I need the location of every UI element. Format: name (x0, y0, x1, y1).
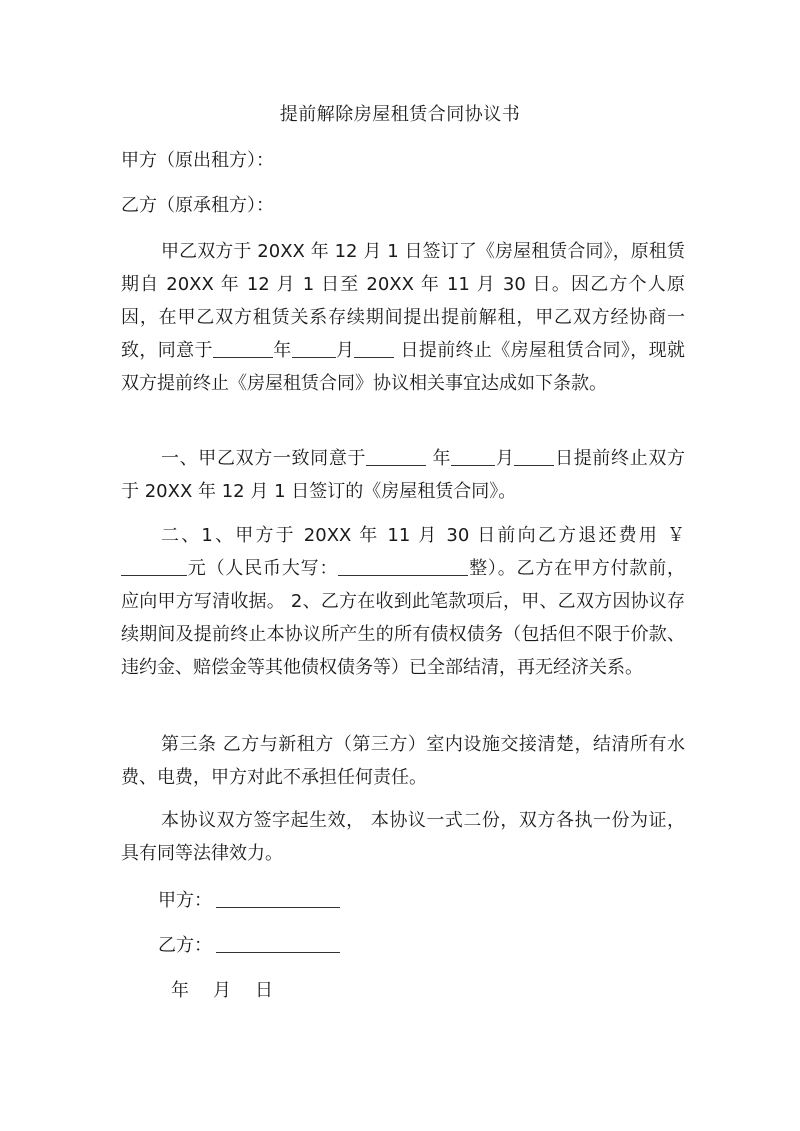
party-a-header: 甲方（原出租方）： (121, 150, 274, 171)
paragraph-clause-one (121, 442, 685, 508)
amount-in-words-blank[interactable] (338, 555, 468, 576)
paragraph-text: 甲乙双方于 20XX 年 12 月 1 日签订了《房屋租赁合同》，原租赁期自 20XX 年 12 月 1 日至 20XX 年 11 月 30 日。因乙方个人原因，在甲乙双方租赁关系存续期间提出提前解租，甲乙双方经协商一致，同意于 (121, 241, 685, 361)
signature-party-b (158, 930, 340, 961)
paragraph-text: 元（人民币大写： (187, 558, 339, 579)
amount-blank[interactable] (121, 555, 187, 576)
signature-label: 乙方： (158, 935, 212, 956)
day-blank[interactable] (354, 337, 394, 358)
paragraph-text: 年 (272, 340, 292, 361)
signature-party-a (158, 885, 340, 916)
paragraph-text: 年 (426, 448, 452, 469)
date-day-label: 日 (255, 980, 273, 1001)
paragraph-clause-two (121, 519, 685, 684)
signature-line-party-b[interactable] (216, 932, 340, 953)
paragraph-text: 月 (495, 448, 515, 469)
signature-line-party-a[interactable] (216, 887, 340, 908)
signature-date (171, 976, 273, 1006)
paragraph-text: 月 (335, 340, 355, 361)
paragraph-clause-three: 第三条 乙方与新租方（第三方）室内设施交接清楚，结清所有水费、电费，甲方对此不承担任何责任。 (121, 734, 685, 788)
date-month-label: 月 (213, 980, 231, 1001)
day-blank[interactable] (514, 445, 554, 466)
date-year-label: 年 (171, 980, 189, 1001)
year-blank[interactable] (366, 445, 426, 466)
paragraph-text: 日提前终止《房屋租赁合同》，现就双方提前终止《房屋租赁合同》协议相关事宜达成如下条款。 (121, 340, 686, 394)
paragraph-text: 二、1、甲方于 20XX 年 11 月 30 日前向乙方退还费用 ￥ (161, 525, 685, 546)
month-blank[interactable] (292, 337, 336, 358)
paragraph-agreement-intro (121, 235, 685, 400)
year-blank[interactable] (213, 337, 273, 358)
signature-label: 甲方： (158, 890, 212, 911)
paragraph-effectiveness: 本协议双方签字起生效， 本协议一式二份，双方各执一份为证，具有同等法律效力。 (121, 810, 685, 864)
paragraph-text: 一、甲乙双方一致同意于 (161, 448, 367, 469)
document-title: 提前解除房屋租赁合同协议书 (279, 104, 521, 125)
party-b-header: 乙方（原承租方）： (121, 195, 274, 216)
month-blank[interactable] (451, 445, 495, 466)
paragraph-text: 日提前终止双方于 20XX 年 12 月 1 日签订的《房屋租赁合同》。 (121, 448, 686, 502)
paragraph-text: 整）。乙方在甲方付款前，应向甲方写清收据。 2、乙方在收到此笔款项后，甲、乙双方因协议存续期间及提前终止本协议所产生的所有债权债务（包括但不限于价款、违约金、赔偿金等其他债权债务等）已全部结清，再无经济关系。 (121, 558, 686, 678)
